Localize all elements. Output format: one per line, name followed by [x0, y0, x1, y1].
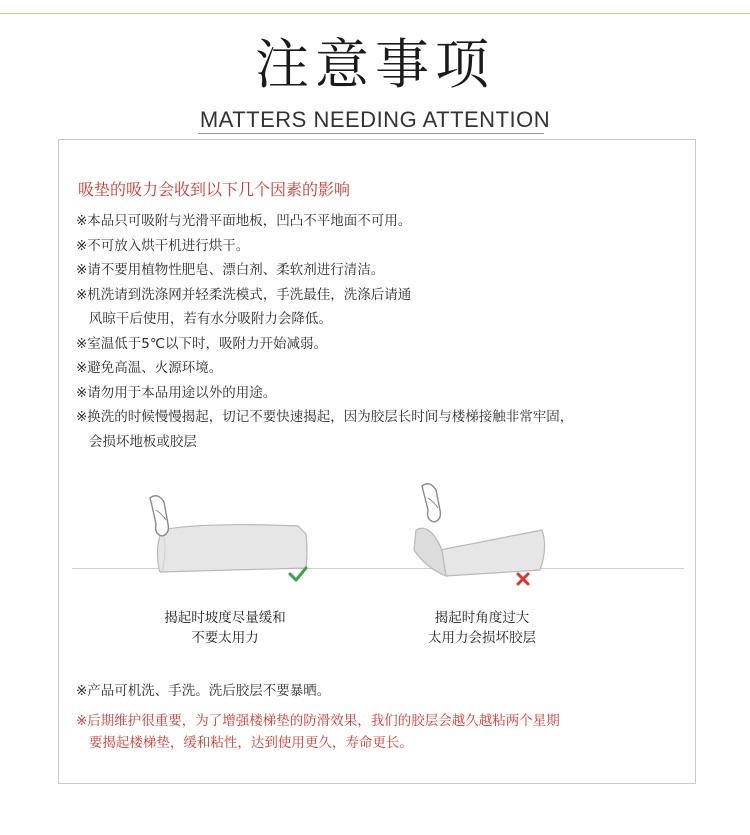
notes-list	[76, 209, 696, 454]
section-heading: 吸垫的吸力会收到以下几个因素的影响	[78, 180, 351, 199]
maintenance-note	[76, 710, 696, 754]
cross-mark-icon	[518, 574, 528, 584]
list-item: ※室温低于5℃以下时，吸附力开始减弱。	[76, 335, 328, 352]
correct-peel-caption	[140, 608, 310, 648]
list-item: 风晾干后使用，若有水分吸附力会降低。	[76, 311, 332, 327]
list-item: ※换洗的时候慢慢揭起，切记不要快速揭起，因为胶层长时间与楼梯接触非常牢固，	[76, 409, 574, 425]
list-item: ※不可放入烘干机进行烘干。	[76, 237, 250, 254]
correct-peel-illustration	[140, 490, 320, 590]
check-mark-icon	[290, 568, 306, 580]
hand-icon	[150, 496, 168, 536]
list-item: ※机洗请到洗涤网并轻柔洗模式，手洗最佳，洗涤后请通	[76, 286, 412, 303]
caption-line: 揭起时角度过大	[434, 610, 530, 626]
wrong-peel-caption	[397, 608, 567, 648]
caption-line: 不要太用力	[191, 630, 259, 646]
hand-icon	[422, 484, 440, 522]
caption-line: 太用力会损坏胶层	[428, 630, 536, 646]
steep-peel-pad	[440, 530, 545, 576]
page-title: 注意事项	[255, 33, 495, 96]
list-item: ※后期维护很重要，为了增强楼梯垫的防滑效果，我们的胶层会越久越粘两个星期	[76, 713, 560, 729]
gentle-peel-pad	[157, 525, 307, 572]
washing-note: ※产品可机洗、手洗。洗后胶层不要暴晒。	[76, 683, 331, 699]
wrong-peel-illustration	[400, 478, 560, 590]
top-rule	[0, 13, 750, 14]
caption-line: 揭起时坡度尽量缓和	[164, 610, 286, 626]
list-item: 要揭起楼梯垫，缓和粘性，达到使用更久，寿命更长。	[76, 735, 413, 751]
list-item: ※请勿用于本品用途以外的用途。	[76, 384, 277, 401]
page-subtitle: MATTERS NEEDING ATTENTION	[199, 107, 551, 132]
list-item: ※本品只可吸附与光滑平面地板，凹凸不平地面不可用。	[76, 213, 412, 229]
list-item: ※避免高温、火源环境。	[76, 360, 223, 376]
list-item: 会损坏地板或胶层	[76, 433, 197, 450]
subtitle-underline	[198, 133, 544, 134]
list-item: ※请不要用植物性肥皂、漂白剂、柔软剂进行清洁。	[76, 262, 385, 278]
